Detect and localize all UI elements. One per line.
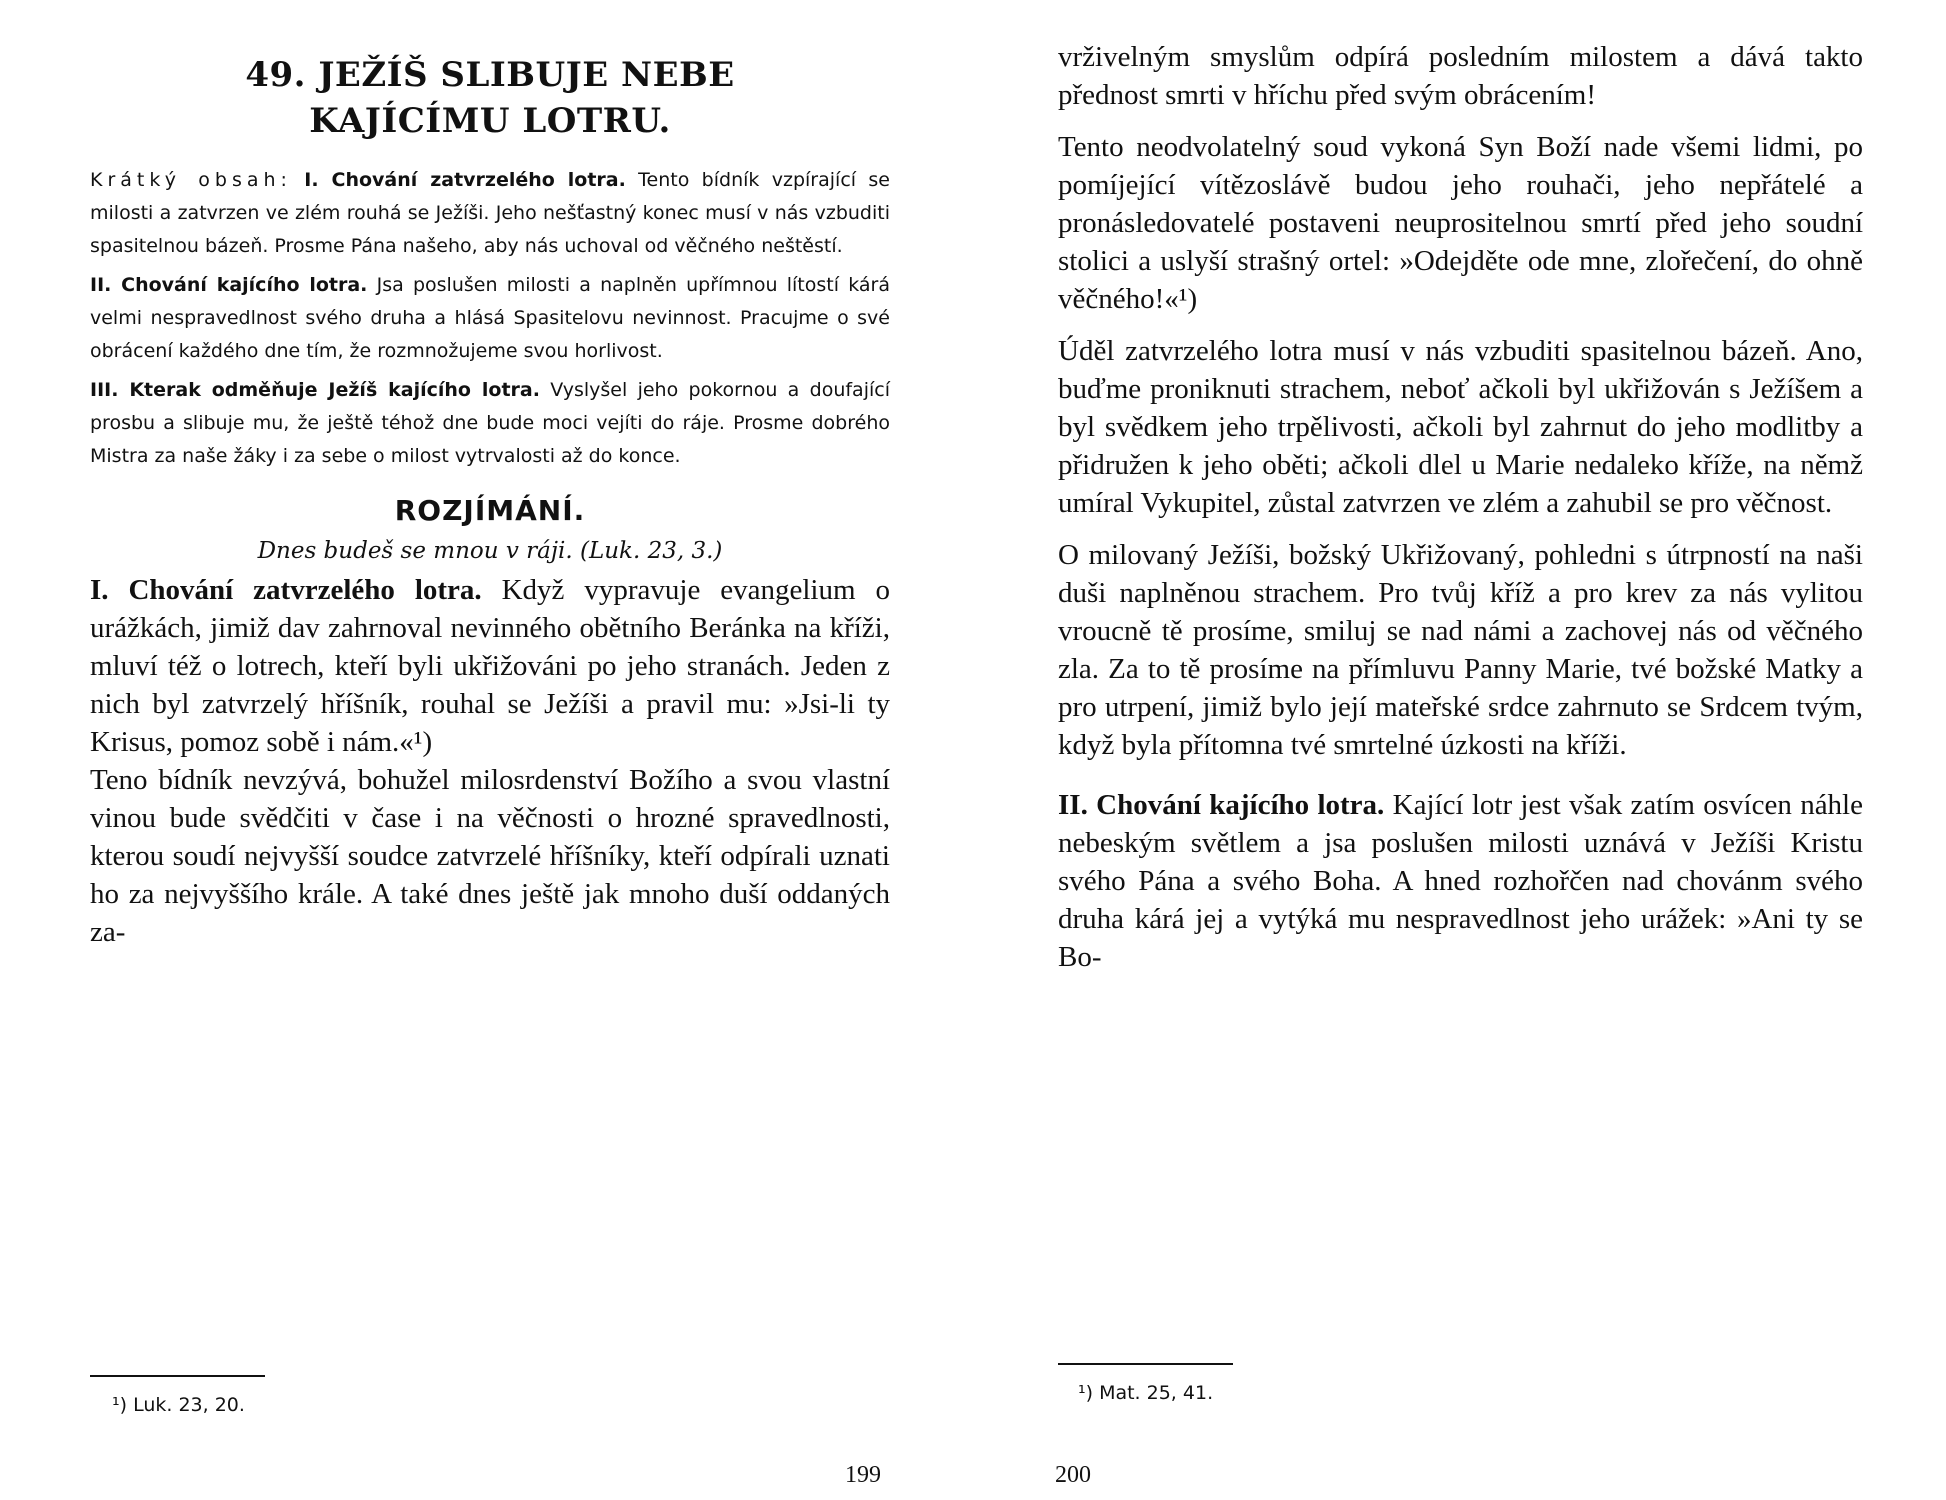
left-text-column: [90, 52, 890, 951]
summary-paragraph-2: [90, 269, 890, 368]
body-paragraph-3: Úděl zatvrzelého lotra musí v nás vzbuditi spasitelnou bázeň. Ano, buďme proniknuti strachem, neboť ačkoli byl ukřižován s Ježíšem a byl svědkem jeho trpělivosti, ačkoli byl zahrnut do jeho modlitby a přidružen k jeho oběti; ačkoli dlel u Marie nedaleko kříže, na němž umíral Vykupitel, zůstal zatvrzen ve zlém a zahubil se pro věčnost.: [1058, 335, 1863, 519]
summary-paragraph-1: [90, 164, 890, 263]
chapter-title-line1: 49. JEŽÍŠ SLIBUJE NEBE: [245, 55, 735, 95]
right-page: [973, 0, 1946, 1500]
motto: Dnes budeš se mnou v ráji. (Luk. 23, 3.): [257, 538, 723, 564]
page-number: 199: [845, 1462, 881, 1488]
summary-p2-text: Jsa poslušen milosti a naplněn upřímnou lítostí kárá velmi nespravedlnost svého druha a hlásá Spasitelovu nevinnost. Pracujme o své obrácení každého dne tím, že rozmnožujeme svou horlivost.: [90, 274, 890, 362]
summary-p3-label: III. Kterak odměňuje Ježíš kajícího lotra.: [90, 379, 540, 401]
footnote-divider: [90, 1375, 265, 1377]
chapter-title: [90, 52, 890, 144]
body-paragraph-1-label: I. Chování zatvrzelého lotra.: [90, 574, 482, 606]
body-paragraph-4: O milovaný Ježíši, božský Ukřižovaný, pohledni s útrpností na naši duši naplněnou strachem. Pro tvůj kříž a pro krev za nás vylitou vroucně tě prosíme, smiluj se nad námi a zachovej nás od věčného zla. Za to tě prosíme na přímluvu Panny Marie, tvé božské Matky a pro utrpení, jimiž bylo její mateřské srdce zahrnuto se Srdcem tvým, když byla přítomna tvé smrtelné úzkosti na kříži.: [1058, 539, 1863, 761]
body-paragraph-1: vrživelným smyslům odpírá posledním milostem a dává takto přednost smrti v hříchu před svým obrácením!: [1058, 41, 1863, 111]
body-paragraph-1-text: Když vypravuje evangelium o urážkách, jimiž dav zahrnoval nevinného obětního Beránka na kříži, mluví též o lotrech, kteří byli ukřižováni po jeho stranách. Jeden z nich byl zatvrzelý hříšník, rouhal se Ježíši a pravil mu: »Jsi-li ty Krisus, pomoz sobě i nám.«¹): [90, 574, 890, 758]
page-number: 200: [1055, 1462, 1091, 1488]
right-text-column: [1058, 38, 1863, 976]
summary-p1-text: Tento bídník vzpírající se milosti a zatvrzen ve zlém rouhá se Ježíši. Jeho nešťastný konec musí v nás vzbuditi spasitelnou bázeň. Prosme Pána našeho, aby nás uchoval od věčného neštěstí.: [90, 169, 890, 257]
body-paragraph-1: [90, 571, 890, 761]
summary-p2-label: II. Chování kajícího lotra.: [90, 274, 368, 296]
summary-paragraph-3: [90, 374, 890, 473]
chapter-title-line2: KAJÍCÍMU LOTRU.: [309, 101, 671, 141]
summary-p3-text: Vyslyšel jeho pokornou a doufající prosbu a slibuje mu, že ještě téhož dne bude moci vejíti do ráje. Prosme dobrého Mistra za naše žáky i za sebe o milost vytrvalosti až do konce.: [90, 379, 890, 467]
body-paragraph-5-text: Kající lotr jest však zatím osvícen náhle nebeským světlem a jsa poslušen milosti uznává v Ježíši Kristu svého Pána a svého Boha. A hned rozhořčen nad chovánm svého druha kárá jej a vytýká mu nespravedlnost jeho urážek: »Ani ty se Bo-: [1058, 789, 1863, 973]
summary-p1-label: I. Chování zatvrzelého lotra.: [304, 169, 626, 191]
body-paragraph-5: [1058, 786, 1863, 976]
body-paragraph-2: Teno bídník nevzývá, bohužel milosrdenství Božího a svou vlastní vinou bude svědčiti v čase i na věčnosti o hrozné spravedlnosti, kterou soudí nejvyšší soudce zatvrzelé hříšníky, kteří odpírali uznati ho za nejvyššího krále. A také dnes ještě jak mnoho duší oddaných za-: [90, 764, 890, 948]
summary-lead: Krátký obsah:: [90, 169, 292, 191]
footnote-divider: [1058, 1363, 1233, 1365]
footnote: ¹) Luk. 23, 20.: [112, 1394, 245, 1416]
footnote: ¹) Mat. 25, 41.: [1078, 1382, 1214, 1404]
body-paragraph-5-label: II. Chování kajícího lotra.: [1058, 789, 1385, 821]
section-heading: ROZJÍMÁNÍ.: [394, 494, 586, 527]
body-paragraph-2: Tento neodvolatelný soud vykoná Syn Boží nade všemi lidmi, po pomíjející vítězoslávě budou jeho rouhači, jeho nepřátelé a pronásledovatelé postaveni neuprositelnou smrtí před jeho soudní stolici a uslyší strašný ortel: »Odejděte ode mne, zlořečení, do ohně věčného!«¹): [1058, 131, 1863, 315]
